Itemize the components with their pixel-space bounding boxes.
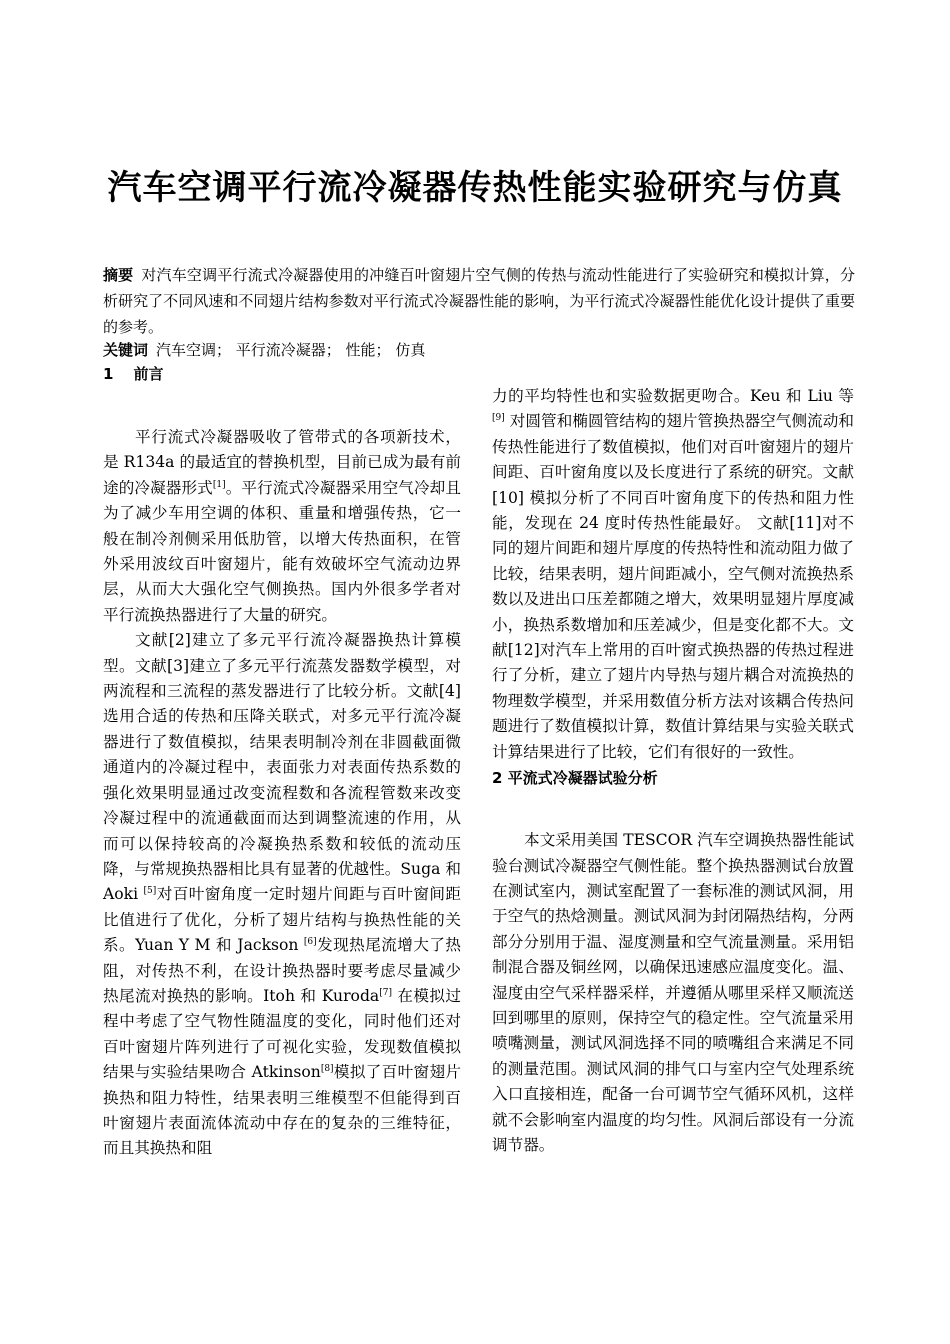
paper-title: 汽车空调平行流冷凝器传热性能实验研究与仿真: [107, 168, 843, 208]
keywords-label: 关键词: [103, 341, 149, 359]
section-2-heading: 2 平流式冷凝器试验分析: [492, 769, 658, 788]
left-column: [103, 425, 461, 1162]
abstract-text: 对汽车空调平行流式冷凝器使用的冲缝百叶窗翅片空气侧的传热与流动性能进行了实验研究和模拟计算，分析研究了不同风速和不同翅片结构参数对平行流式冷凝器性能的影响，为平行流式冷凝器性能优化设计提供了重要的参考。: [103, 266, 855, 336]
keywords-text: 汽车空调； 平行流冷凝器； 性能； 仿真: [156, 341, 426, 359]
right-column: [492, 384, 854, 1158]
citation-9: [9]: [492, 413, 505, 424]
intro-paragraph-1: 平行流式冷凝器吸收了管带式的各项新技术，是 R134a 的最适宜的替换机型，目前已成为最有前途的冷凝器形式[1]。平行流式冷凝器采用空气冷却且为了减少车用空调的体积、重量和增强传热，它一般在制冷剂侧采用低肋管，以增大传热面积，在管外采用波纹百叶窗翅片，能有效破坏空气流动边界层，从而大大强化空气侧换热。国内外很多学者对平行流换热器进行了大量的研究。: [103, 428, 461, 624]
citation-6: [6]: [303, 936, 317, 947]
citation-8: [8]: [320, 1063, 334, 1074]
citation-5: [5]: [143, 886, 157, 897]
section-1-title: 前言: [133, 365, 164, 383]
intro-paragraph-3: 力的平均特性也和实验数据更吻合。Keu 和 Liu 等[9] 对圆管和椭圆管结构的翅片管换热器空气侧流动和传热性能进行了数值模拟，他们对百叶窗翅片的翅片间距、百叶窗角度以及长度进行了系统的研究。文献[10] 模拟分析了不同百叶窗角度下的传热和阻力性能，发现在 24 度时传热性能最好。 文献[11]对不同的翅片间距和翅片厚度的传热特性和流动阻力做了比较，结果表明，翅片间距减小，空气侧对流换热系数以及进出口压差都随之增大，效果明显翅片厚度减小，换热系数增加和压差减少，但是变化都不大。文献[12]对汽车上常用的百叶窗式换热器的传热过程进行了分析，建立了翅片内导热与翅片耦合对流换热的物理数学模型，并采用数值分析方法对该耦合传热问题进行了数值模拟计算，数值计算结果与实验关联式计算结果进行了比较，它们有很好的一致性。: [492, 387, 854, 761]
intro-paragraph-2: 文献[2]建立了多元平行流冷凝器换热计算模型。文献[3]建立了多元平行流蒸发器数学模型，对两流程和三流程的蒸发器进行了比较分析。文献[4]选用合适的传热和压降关联式，对多元平行流冷凝器进行了数值模拟，结果表明制冷剂在非圆截面微通道内的冷凝过程中，表面张力对表面传热系数的强化效果明显通过改变流程数和各流程管数来改变冷凝过程中的流通截面而达到调整流速的作用，从而可以保持较高的冷凝换热系数和较低的流动压降，与常规换热器相比具有显著的优越性。Suga 和 Aoki [5]对百叶窗角度一定时翅片间距与百叶窗间距比值进行了优化，分析了翅片结构与换热性能的关系。Yuan Y M 和 Jackson [6]发现热尾流增大了热阻，对传热不利，在设计换热器时要考虑尽量减少热尾流对换热的影响。Itoh 和 Kuroda[7] 在模拟过程中考虑了空气物性随温度的变化，同时他们还对百叶窗翅片阵列进行了可视化实验，发现数值模拟结果与实验结果吻合 Atkinson[8]模拟了百叶窗翅片换热和阻力特性，结果表明三维模型不但能得到百叶窗翅片表面流体流动中存在的复杂的三维特征，而且其换热和阻: [103, 631, 461, 1158]
experiment-paragraph: 本文采用美国 TESCOR 汽车空调换热器性能试验台测试冷凝器空气侧性能。整个换热器测试台放置在测试室内，测试室配置了一套标准的测试风洞，用于空气的热焓测量。测试风洞为封闭隔热结构，分两部分分别用于温、湿度测量和空气流量测量。采用铝制混合器及铜丝网，以确保迅速感应温度变化。温、湿度由空气采样器采样，并遵循从哪里采样又顺流送回到哪里的原则，保持空气的稳定性。空气流量采用喷嘴测量，测试风洞选择不同的喷嘴组合来满足不同的测量范围。测试风洞的排气口与室内空气处理系统入口直接相连，配备一台可调节空气循环风机，这样就不会影响室内温度的均匀性。风洞后部设有一分流调节器。: [492, 831, 854, 1154]
keywords: [103, 337, 855, 363]
spacer: [492, 791, 854, 828]
section-1-heading: [103, 361, 163, 387]
section-1-number: 1: [103, 365, 114, 383]
citation-1: [1]: [212, 479, 226, 490]
abstract-label: 摘要: [103, 266, 134, 284]
citation-7: [7]: [379, 987, 392, 998]
abstract: [103, 262, 855, 340]
